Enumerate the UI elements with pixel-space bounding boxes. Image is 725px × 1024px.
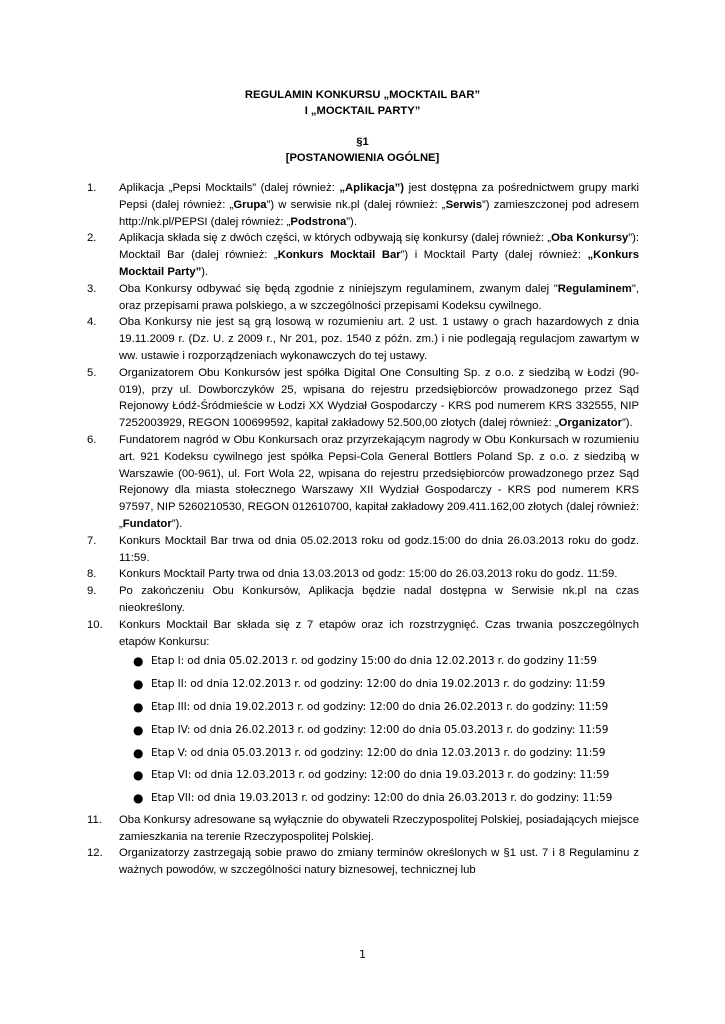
list-item-number: 2. [87, 232, 97, 245]
bullet-icon: ● [133, 791, 144, 806]
text-run: Aplikacja „Pepsi Mocktails” (dalej również: [119, 182, 340, 194]
list-item [87, 845, 639, 879]
list-item-text [119, 365, 639, 432]
list-item-text [119, 617, 639, 651]
text-run: ”) w serwisie nk.pl (dalej również: „ [266, 198, 446, 211]
stage-text: Etap V: od dnia 05.03.2013 r. od godziny: 12:00 do dnia 12.03.2013 r. do godziny: 11:59 [151, 746, 606, 759]
list-item-number: 8. [87, 568, 97, 581]
stage-text: Etap III: od dnia 19.02.2013 r. od godziny: 12:00 do dnia 26.02.2013 r. do godziny: 11:59 [151, 700, 609, 713]
list-item-text [119, 180, 639, 230]
text-run: Organizatorem Obu Konkursów jest spółka Digital One Consulting Sp. z o.o. z siedzibą w Łodzi (90-019), przy ul. Dowborczyków 25, wpisana do rejestru przedsiębiorców prowadzonego przez Sąd Rejonowy Łódź-Śródmieście w Łodzi XX Wydział Gospodarczy - KRS pod numerem KRS 332555, NIP 7252003929, REGON 100699592, kapitał zakładowy 52.500,00 złotych (dalej również: „ [119, 366, 639, 430]
text-run: ”). [622, 417, 633, 430]
stage-item [119, 742, 639, 765]
stage-text: Etap II: od dnia 12.02.2013 r. od godziny: 12:00 do dnia 19.02.2013 r. do godziny: 11:59 [151, 678, 606, 691]
list-item-number: 9. [87, 585, 97, 598]
list-item [87, 314, 639, 364]
defined-term: Konkurs Mocktail Bar [277, 249, 401, 262]
text-run: ”). [171, 517, 183, 530]
section-title: [POSTANOWIENIA OGÓLNE] [285, 152, 440, 164]
list-item-text [119, 432, 639, 533]
list-item-text [119, 583, 639, 617]
list-item-text [119, 281, 639, 315]
text-run: Fundatorem nagród w Obu Konkursach oraz przyrzekającym nagrody w Obu Konkursach w rozumieniu art. 921 Kodeksu cywilnego jest spółka Pepsi-Cola General Bottlers Poland Sp. z o.o. z siedzibą w Warszawie (00-961), ul. Fort Wola 22, wpisana do rejestru przedsiębiorców prowadzonego przez Sąd Rejonowy dla miasta stołecznego Warszawy XII Wydział Gospodarczy - KRS pod numerem KRS 97597, NIP 5260210530, REGON 012610700, kapitał zakładowy 209.411.162,00 złotych (dalej również: „ [119, 433, 639, 530]
bullet-icon: ● [133, 654, 144, 669]
list-item [87, 432, 639, 533]
list-item-text [119, 533, 639, 567]
text-run: Aplikacja składa się z dwóch części, w których odbywają się konkursy (dalej również: „ [119, 232, 552, 245]
stage-item [119, 673, 639, 696]
defined-term: „Konkurs Mocktail Party” [119, 249, 639, 278]
list-item-text [119, 566, 639, 583]
document-title-line-1: REGULAMIN KONKURSU „MOCKTAIL BAR” [244, 89, 481, 101]
list-item [87, 365, 639, 432]
document-title-line-2: I „MOCKTAIL PARTY” [304, 105, 421, 117]
stage-item [119, 696, 639, 719]
list-item [87, 583, 639, 617]
text-run: ”) zamieszczonej pod adresem http://nk.pl/PEPSI (dalej również: „ [119, 198, 640, 228]
list-item-text [119, 845, 639, 879]
list-item-number: 5. [87, 366, 97, 379]
list-item [87, 230, 639, 280]
text-run: Oba Konkursy odbywać się będą zgodnie z niniejszym regulaminem, zwanym dalej " [119, 282, 558, 295]
list-item-number: 1. [87, 182, 97, 194]
defined-term: Fundator [122, 517, 172, 530]
text-run: ”) i Mocktail Party (dalej również: [400, 249, 588, 262]
stage-item [119, 650, 639, 673]
list-item [87, 533, 639, 567]
defined-term: Organizator [558, 417, 623, 430]
list-item [87, 812, 639, 846]
defined-term: Regulaminem [557, 282, 632, 295]
defined-term: „Aplikacja”) [339, 182, 405, 194]
stage-text: Etap VI: od dnia 12.03.2013 r. od godziny: 12:00 do dnia 19.03.2013 r. do godziny: 11:59 [151, 769, 610, 782]
stage-text: Etap I: od dnia 05.02.2013 r. od godziny 15:00 do dnia 12.02.2013 r. do godziny 11:59 [151, 655, 597, 668]
text-run: Konkurs Mocktail Party trwa od dnia 13.03.2013 od godz: 15:00 do 26.03.2013 roku do godz. 11:59. [119, 568, 618, 581]
list-item-text [119, 812, 639, 846]
defined-term: Podstrona [290, 215, 347, 228]
text-run: Oba Konkursy adresowane są wyłącznie do obywateli Rzeczypospolitej Polskiej, posiadających miejsce zamieszkania na terenie Rzeczypospolitej Polskiej. [119, 813, 639, 843]
list-item-number: 12. [87, 847, 103, 860]
text-run: ). [201, 265, 209, 278]
page-number: 1 [359, 948, 366, 961]
bullet-icon: ● [133, 722, 144, 737]
defined-term: Serwis [445, 198, 483, 211]
list-item [87, 281, 639, 315]
defined-term: Oba Konkursy [551, 232, 629, 245]
text-run: ”). [346, 215, 357, 228]
regulations-list [87, 180, 639, 879]
stage-item [119, 764, 639, 787]
list-item-number: 11. [87, 813, 102, 826]
list-item [87, 180, 639, 230]
list-item-number: 6. [87, 433, 97, 446]
text-run: Organizatorzy zastrzegają sobie prawo do zmiany terminów określonych w §1 ust. 7 i 8 Regulaminu z ważnych powodów, w szczególności natury biznesowej, technicznej lub [119, 847, 639, 877]
text-run: jest dostępna za pośrednictwem grupy marki Pepsi (dalej również: „ [119, 182, 640, 211]
stage-item [119, 719, 639, 742]
list-item [87, 617, 639, 810]
list-item-text [119, 314, 639, 364]
text-run: ", oraz przepisami prawa polskiego, a w szczególności przepisami Kodeksu cywilnego. [119, 282, 639, 312]
list-item-number: 7. [87, 534, 97, 547]
stage-list [119, 650, 639, 810]
list-item-number: 10. [87, 618, 103, 631]
text-run: Po zakończeniu Obu Konkursów, Aplikacja będzie nadal dostępna w Serwisie nk.pl na czas nieokreślony. [119, 585, 639, 614]
bullet-icon: ● [133, 699, 144, 714]
text-run: Konkurs Mocktail Bar trwa od dnia 05.02.2013 roku od godz.15:00 do dnia 26.03.2013 roku do godz. 11:59. [119, 534, 639, 564]
bullet-icon: ● [133, 768, 144, 783]
bullet-icon: ● [133, 677, 144, 692]
text-run: ”): Mocktail Bar (dalej również: „ [119, 232, 640, 262]
list-item [87, 566, 639, 583]
list-item-number: 3. [87, 282, 97, 295]
text-run: Oba Konkursy nie jest są grą losową w rozumieniu art. 2 ust. 1 ustawy o grach hazardowych z dnia 19.11.2009 r. (Dz. U. z 2009 r., Nr 201, poz. 1540 z późn. zm.) i nie podlegają regulacjom zawartym w ww. ustawie i rozporządzeniach wykonawczych do tej ustawy. [119, 316, 639, 362]
defined-term: Grupa [233, 198, 267, 211]
text-run: Konkurs Mocktail Bar składa się z 7 etapów oraz ich rozstrzygnięć. Czas trwania poszczególnych etapów Konkursu: [119, 618, 639, 648]
stage-item [119, 787, 639, 810]
section-sign: §1 [356, 136, 369, 148]
stage-text: Etap IV: od dnia 26.02.2013 r. od godziny: 12:00 do dnia 05.03.2013 r. do godziny: 11:59 [151, 723, 609, 736]
list-item-text [119, 230, 639, 280]
bullet-icon: ● [133, 745, 144, 760]
stage-text: Etap VII: od dnia 19.03.2013 r. od godziny: 12:00 do dnia 26.03.2013 r. do godziny: 11:59 [151, 792, 613, 805]
list-item-number: 4. [87, 316, 97, 329]
